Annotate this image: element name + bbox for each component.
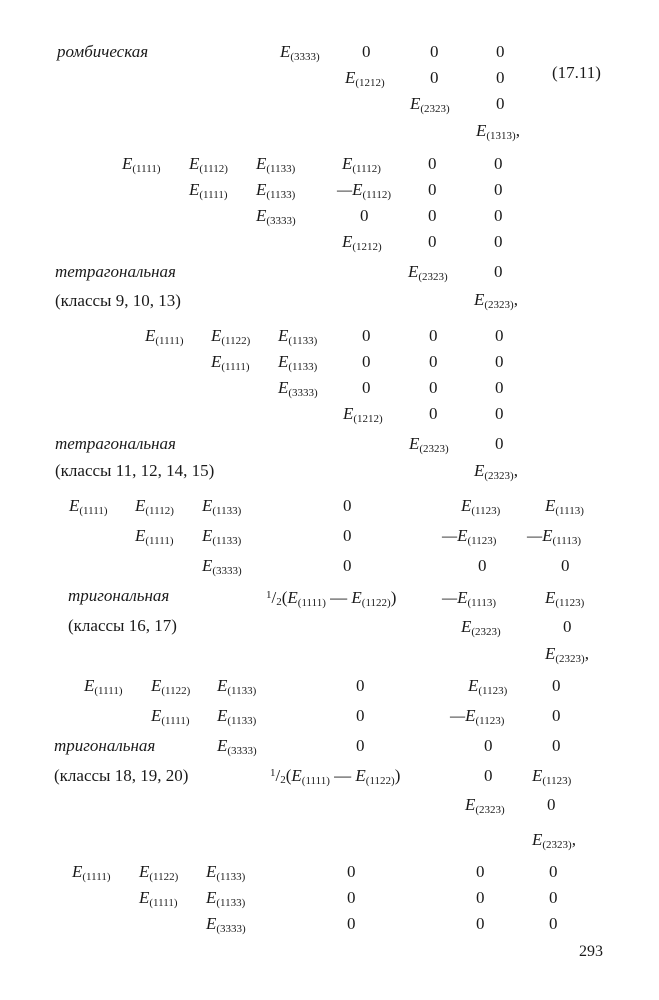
label-classes-9-10-13: (классы 9, 10, 13) [55, 291, 181, 310]
component-symbol: —E [337, 180, 363, 199]
component-symbol: E [287, 588, 298, 607]
zero-entry: 0 [494, 180, 503, 199]
component-symbol: E [202, 496, 213, 515]
half-difference-entry [266, 588, 396, 612]
label-classes-16-17: (классы 16, 17) [68, 616, 177, 635]
component-symbol: E [202, 526, 213, 545]
half-slash: / [271, 588, 277, 607]
zero-entry: 0 [356, 736, 365, 755]
open-paren: ( [281, 588, 288, 607]
component-indices: (1133) [227, 685, 257, 697]
tensor-component [135, 526, 174, 546]
component-symbol: E [476, 121, 487, 140]
page-number: 293 [579, 943, 603, 960]
zero-entry: 0 [484, 766, 493, 785]
component-symbol: E [206, 914, 217, 933]
tensor-component [135, 496, 174, 516]
component-symbol: E [545, 588, 556, 607]
zero-entry: 0 [362, 352, 371, 371]
half-numerator: 1 [270, 767, 276, 779]
component-symbol: E [206, 888, 217, 907]
component-indices: (2323) [484, 299, 514, 311]
minus-sign: — [325, 588, 352, 607]
component-symbol: E [256, 180, 267, 199]
component-symbol: E [135, 496, 146, 515]
tensor-component [343, 404, 383, 424]
zero-entry: 0 [429, 352, 438, 371]
component-symbol: E [474, 461, 485, 480]
component-symbol: E [122, 154, 133, 173]
component-indices: (1133) [216, 897, 246, 909]
tensor-component [461, 496, 500, 516]
component-symbol: E [532, 830, 543, 849]
half-denominator: 2 [280, 774, 286, 786]
tensor-component [72, 862, 111, 882]
component-symbol: E [468, 676, 479, 695]
tensor-component [139, 862, 178, 882]
label-trigonal-1: тригональная [68, 586, 170, 605]
tensor-component [211, 352, 250, 372]
tensor-component [84, 676, 123, 696]
component-indices: (1133) [227, 715, 257, 727]
component-symbol: E [465, 795, 476, 814]
tensor-component [408, 262, 448, 282]
zero-entry: 0 [347, 888, 356, 907]
half-difference-entry [270, 766, 400, 790]
tensor-component [122, 154, 161, 174]
component-symbol: E [189, 180, 200, 199]
tensor-component [217, 706, 256, 726]
tensor-component [202, 556, 242, 576]
component-indices: (1111) [221, 361, 250, 373]
component-indices: (2323) [420, 103, 450, 115]
component-indices: (3333) [216, 923, 246, 935]
zero-entry: 0 [347, 914, 356, 933]
component-indices: (3333) [288, 387, 318, 399]
component-indices: (1113) [555, 505, 584, 517]
component-symbol: E [278, 326, 289, 345]
component-symbol: E [217, 736, 228, 755]
component-symbol: E [217, 706, 228, 725]
component-indices: (1133) [266, 163, 296, 175]
close-paren: ) [390, 588, 397, 607]
component-symbol: E [355, 766, 366, 785]
component-symbol: E [189, 154, 200, 173]
component-indices: (3333) [290, 51, 320, 63]
component-symbol: E [256, 206, 267, 225]
tensor-component [211, 326, 250, 346]
tensor-component [532, 766, 571, 786]
component-indices: (1111) [82, 871, 111, 883]
zero-entry: 0 [494, 262, 503, 281]
tensor-component [206, 862, 245, 882]
tensor-component [278, 378, 318, 398]
tensor-component [278, 352, 317, 372]
zero-entry: 0 [429, 404, 438, 423]
component-indices: (1111) [94, 685, 123, 697]
tensor-component [69, 496, 108, 516]
zero-entry: 0 [549, 914, 558, 933]
zero-entry: 0 [476, 914, 485, 933]
component-symbol: E [291, 766, 302, 785]
tensor-component [202, 526, 241, 546]
zero-entry: 0 [496, 68, 505, 87]
component-indices: (1123) [555, 597, 585, 609]
tensor-component [151, 706, 190, 726]
component-indices: (1122) [361, 597, 391, 609]
tensor-component [337, 180, 391, 200]
zero-entry: 0 [552, 736, 561, 755]
zero-entry: 0 [547, 795, 556, 814]
zero-entry: 0 [429, 326, 438, 345]
label-tetragonal-2: тетрагональная [55, 434, 176, 453]
component-indices: (1123) [471, 505, 501, 517]
tensor-component [145, 326, 184, 346]
component-symbol: E [342, 232, 353, 251]
label-classes-11-12-14-15: (классы 11, 12, 14, 15) [55, 461, 215, 480]
zero-entry: 0 [552, 706, 561, 725]
tensor-component [545, 644, 589, 664]
zero-entry: 0 [494, 206, 503, 225]
component-indices: (1133) [288, 361, 318, 373]
component-indices: (1112) [352, 163, 381, 175]
component-symbol: —E [442, 588, 468, 607]
half-slash: / [275, 766, 281, 785]
zero-entry: 0 [430, 68, 439, 87]
component-symbol: E [256, 154, 267, 173]
zero-entry: 0 [495, 378, 504, 397]
component-symbol: E [342, 154, 353, 173]
component-symbol: E [217, 676, 228, 695]
component-indices: (1111) [145, 535, 174, 547]
component-indices: (3333) [266, 215, 296, 227]
component-indices: (2323) [418, 271, 448, 283]
zero-entry: 0 [549, 888, 558, 907]
component-symbol: E [139, 888, 150, 907]
half-numerator: 1 [266, 589, 272, 601]
label-tetragonal-1: тетрагональная [55, 262, 176, 281]
component-indices: (2323) [542, 839, 572, 851]
tensor-component [139, 888, 178, 908]
tensor-component [545, 496, 584, 516]
zero-entry: 0 [495, 404, 504, 423]
tensor-component [474, 461, 518, 481]
component-indices: (1212) [353, 413, 383, 425]
component-symbol: E [545, 644, 556, 663]
trailing-comma: , [513, 461, 518, 480]
component-indices: (1111) [132, 163, 161, 175]
tensor-component [545, 588, 584, 608]
component-symbol: E [72, 862, 83, 881]
component-indices: (1122) [161, 685, 191, 697]
tensor-component [256, 180, 295, 200]
tensor-component [256, 154, 295, 174]
component-symbol: E [69, 496, 80, 515]
tensor-component [476, 121, 520, 141]
component-indices: (2323) [484, 470, 514, 482]
tensor-component [280, 42, 320, 62]
component-symbol: E [211, 326, 222, 345]
tensor-component [189, 154, 228, 174]
component-symbol: E [211, 352, 222, 371]
tensor-component [342, 154, 381, 174]
component-indices: (1111) [301, 775, 330, 787]
component-indices: (1113) [552, 535, 582, 547]
component-indices: (1133) [212, 535, 242, 547]
component-indices: (1111) [199, 189, 228, 201]
tensor-component [278, 326, 317, 346]
component-indices: (2323) [475, 804, 505, 816]
tensor-component [527, 526, 581, 546]
tensor-component [442, 588, 496, 608]
tensor-component [217, 676, 256, 696]
component-symbol: E [409, 434, 420, 453]
tensor-component [217, 736, 257, 756]
zero-entry: 0 [362, 42, 371, 61]
zero-entry: 0 [494, 154, 503, 173]
half-denominator: 2 [276, 596, 282, 608]
zero-entry: 0 [476, 862, 485, 881]
tensor-component [206, 914, 246, 934]
component-symbol: E [84, 676, 95, 695]
zero-entry: 0 [356, 706, 365, 725]
zero-entry: 0 [362, 326, 371, 345]
zero-entry: 0 [343, 526, 352, 545]
zero-entry: 0 [476, 888, 485, 907]
component-symbol: E [280, 42, 291, 61]
tensor-component [409, 434, 449, 454]
zero-entry: 0 [561, 556, 570, 575]
tensor-component [342, 232, 382, 252]
component-indices: (1112) [145, 505, 174, 517]
component-indices: (2323) [419, 443, 449, 455]
component-symbol: E [151, 706, 162, 725]
zero-entry: 0 [429, 378, 438, 397]
zero-entry: 0 [552, 676, 561, 695]
component-symbol: —E [450, 706, 476, 725]
component-symbol: —E [442, 526, 468, 545]
zero-entry: 0 [484, 736, 493, 755]
zero-entry: 0 [428, 206, 437, 225]
component-indices: (1122) [365, 775, 395, 787]
zero-entry: 0 [428, 154, 437, 173]
tensor-component [189, 180, 228, 200]
component-indices: (1212) [355, 77, 385, 89]
tensor-component [474, 290, 518, 310]
component-indices: (1113) [467, 597, 497, 609]
zero-entry: 0 [495, 326, 504, 345]
component-symbol: E [461, 496, 472, 515]
component-indices: (1111) [155, 335, 184, 347]
trailing-comma: , [571, 830, 576, 849]
component-symbol: E [410, 94, 421, 113]
component-indices: (1122) [149, 871, 179, 883]
component-symbol: E [139, 862, 150, 881]
tensor-component [465, 795, 505, 815]
trailing-comma: , [584, 644, 589, 663]
component-symbol: E [151, 676, 162, 695]
component-indices: (2323) [555, 653, 585, 665]
tensor-component [442, 526, 496, 546]
trailing-comma: , [513, 290, 518, 309]
component-indices: (1123) [542, 775, 572, 787]
zero-entry: 0 [428, 232, 437, 251]
label-trigonal-2: тригональная [54, 736, 156, 755]
component-symbol: E [135, 526, 146, 545]
component-indices: (1123) [475, 715, 505, 727]
component-indices: (1112) [199, 163, 228, 175]
component-indices: (3333) [227, 745, 257, 757]
component-indices: (1133) [212, 505, 242, 517]
zero-entry: 0 [360, 206, 369, 225]
component-indices: (1123) [478, 685, 508, 697]
component-indices: (1133) [266, 189, 296, 201]
equation-number: (17.11) [552, 63, 601, 82]
zero-entry: 0 [343, 556, 352, 575]
component-symbol: E [278, 352, 289, 371]
component-symbol: E [351, 588, 362, 607]
tensor-component [532, 830, 576, 850]
tensor-component [151, 676, 190, 696]
tensor-component [345, 68, 385, 88]
tensor-component [450, 706, 504, 726]
zero-entry: 0 [494, 232, 503, 251]
zero-entry: 0 [430, 42, 439, 61]
component-symbol: E [345, 68, 356, 87]
close-paren: ) [394, 766, 401, 785]
zero-entry: 0 [496, 94, 505, 113]
zero-entry: 0 [495, 352, 504, 371]
component-symbol: E [461, 617, 472, 636]
label-rhombic: ромбическая [57, 42, 149, 61]
component-indices: (1112) [362, 189, 392, 201]
zero-entry: 0 [347, 862, 356, 881]
component-symbol: E [474, 290, 485, 309]
component-symbol: E [202, 556, 213, 575]
tensor-component [202, 496, 241, 516]
zero-entry: 0 [495, 434, 504, 453]
component-indices: (1111) [161, 715, 190, 727]
component-indices: (1212) [352, 241, 382, 253]
component-indices: (3333) [212, 565, 242, 577]
zero-entry: 0 [343, 496, 352, 515]
zero-entry: 0 [496, 42, 505, 61]
zero-entry: 0 [563, 617, 572, 636]
tensor-component [410, 94, 450, 114]
open-paren: ( [285, 766, 292, 785]
minus-sign: — [329, 766, 356, 785]
component-indices: (1122) [221, 335, 251, 347]
tensor-component [206, 888, 245, 908]
component-symbol: E [145, 326, 156, 345]
component-indices: (1111) [79, 505, 108, 517]
component-indices: (1133) [216, 871, 246, 883]
zero-entry: 0 [478, 556, 487, 575]
component-indices: (1313) [486, 130, 516, 142]
component-indices: (1133) [288, 335, 318, 347]
component-symbol: E [532, 766, 543, 785]
component-symbol: E [278, 378, 289, 397]
component-symbol: E [343, 404, 354, 423]
component-symbol: —E [527, 526, 553, 545]
component-symbol: E [408, 262, 419, 281]
component-indices: (2323) [471, 626, 501, 638]
component-symbol: E [206, 862, 217, 881]
tensor-component [461, 617, 501, 637]
trailing-comma: , [515, 121, 520, 140]
zero-entry: 0 [428, 180, 437, 199]
component-symbol: E [545, 496, 556, 515]
tensor-component [468, 676, 507, 696]
component-indices: (1111) [297, 597, 326, 609]
zero-entry: 0 [356, 676, 365, 695]
component-indices: (1111) [149, 897, 178, 909]
zero-entry: 0 [362, 378, 371, 397]
tensor-component [256, 206, 296, 226]
label-classes-18-19-20: (классы 18, 19, 20) [54, 766, 189, 785]
zero-entry: 0 [549, 862, 558, 881]
component-indices: (1123) [467, 535, 497, 547]
